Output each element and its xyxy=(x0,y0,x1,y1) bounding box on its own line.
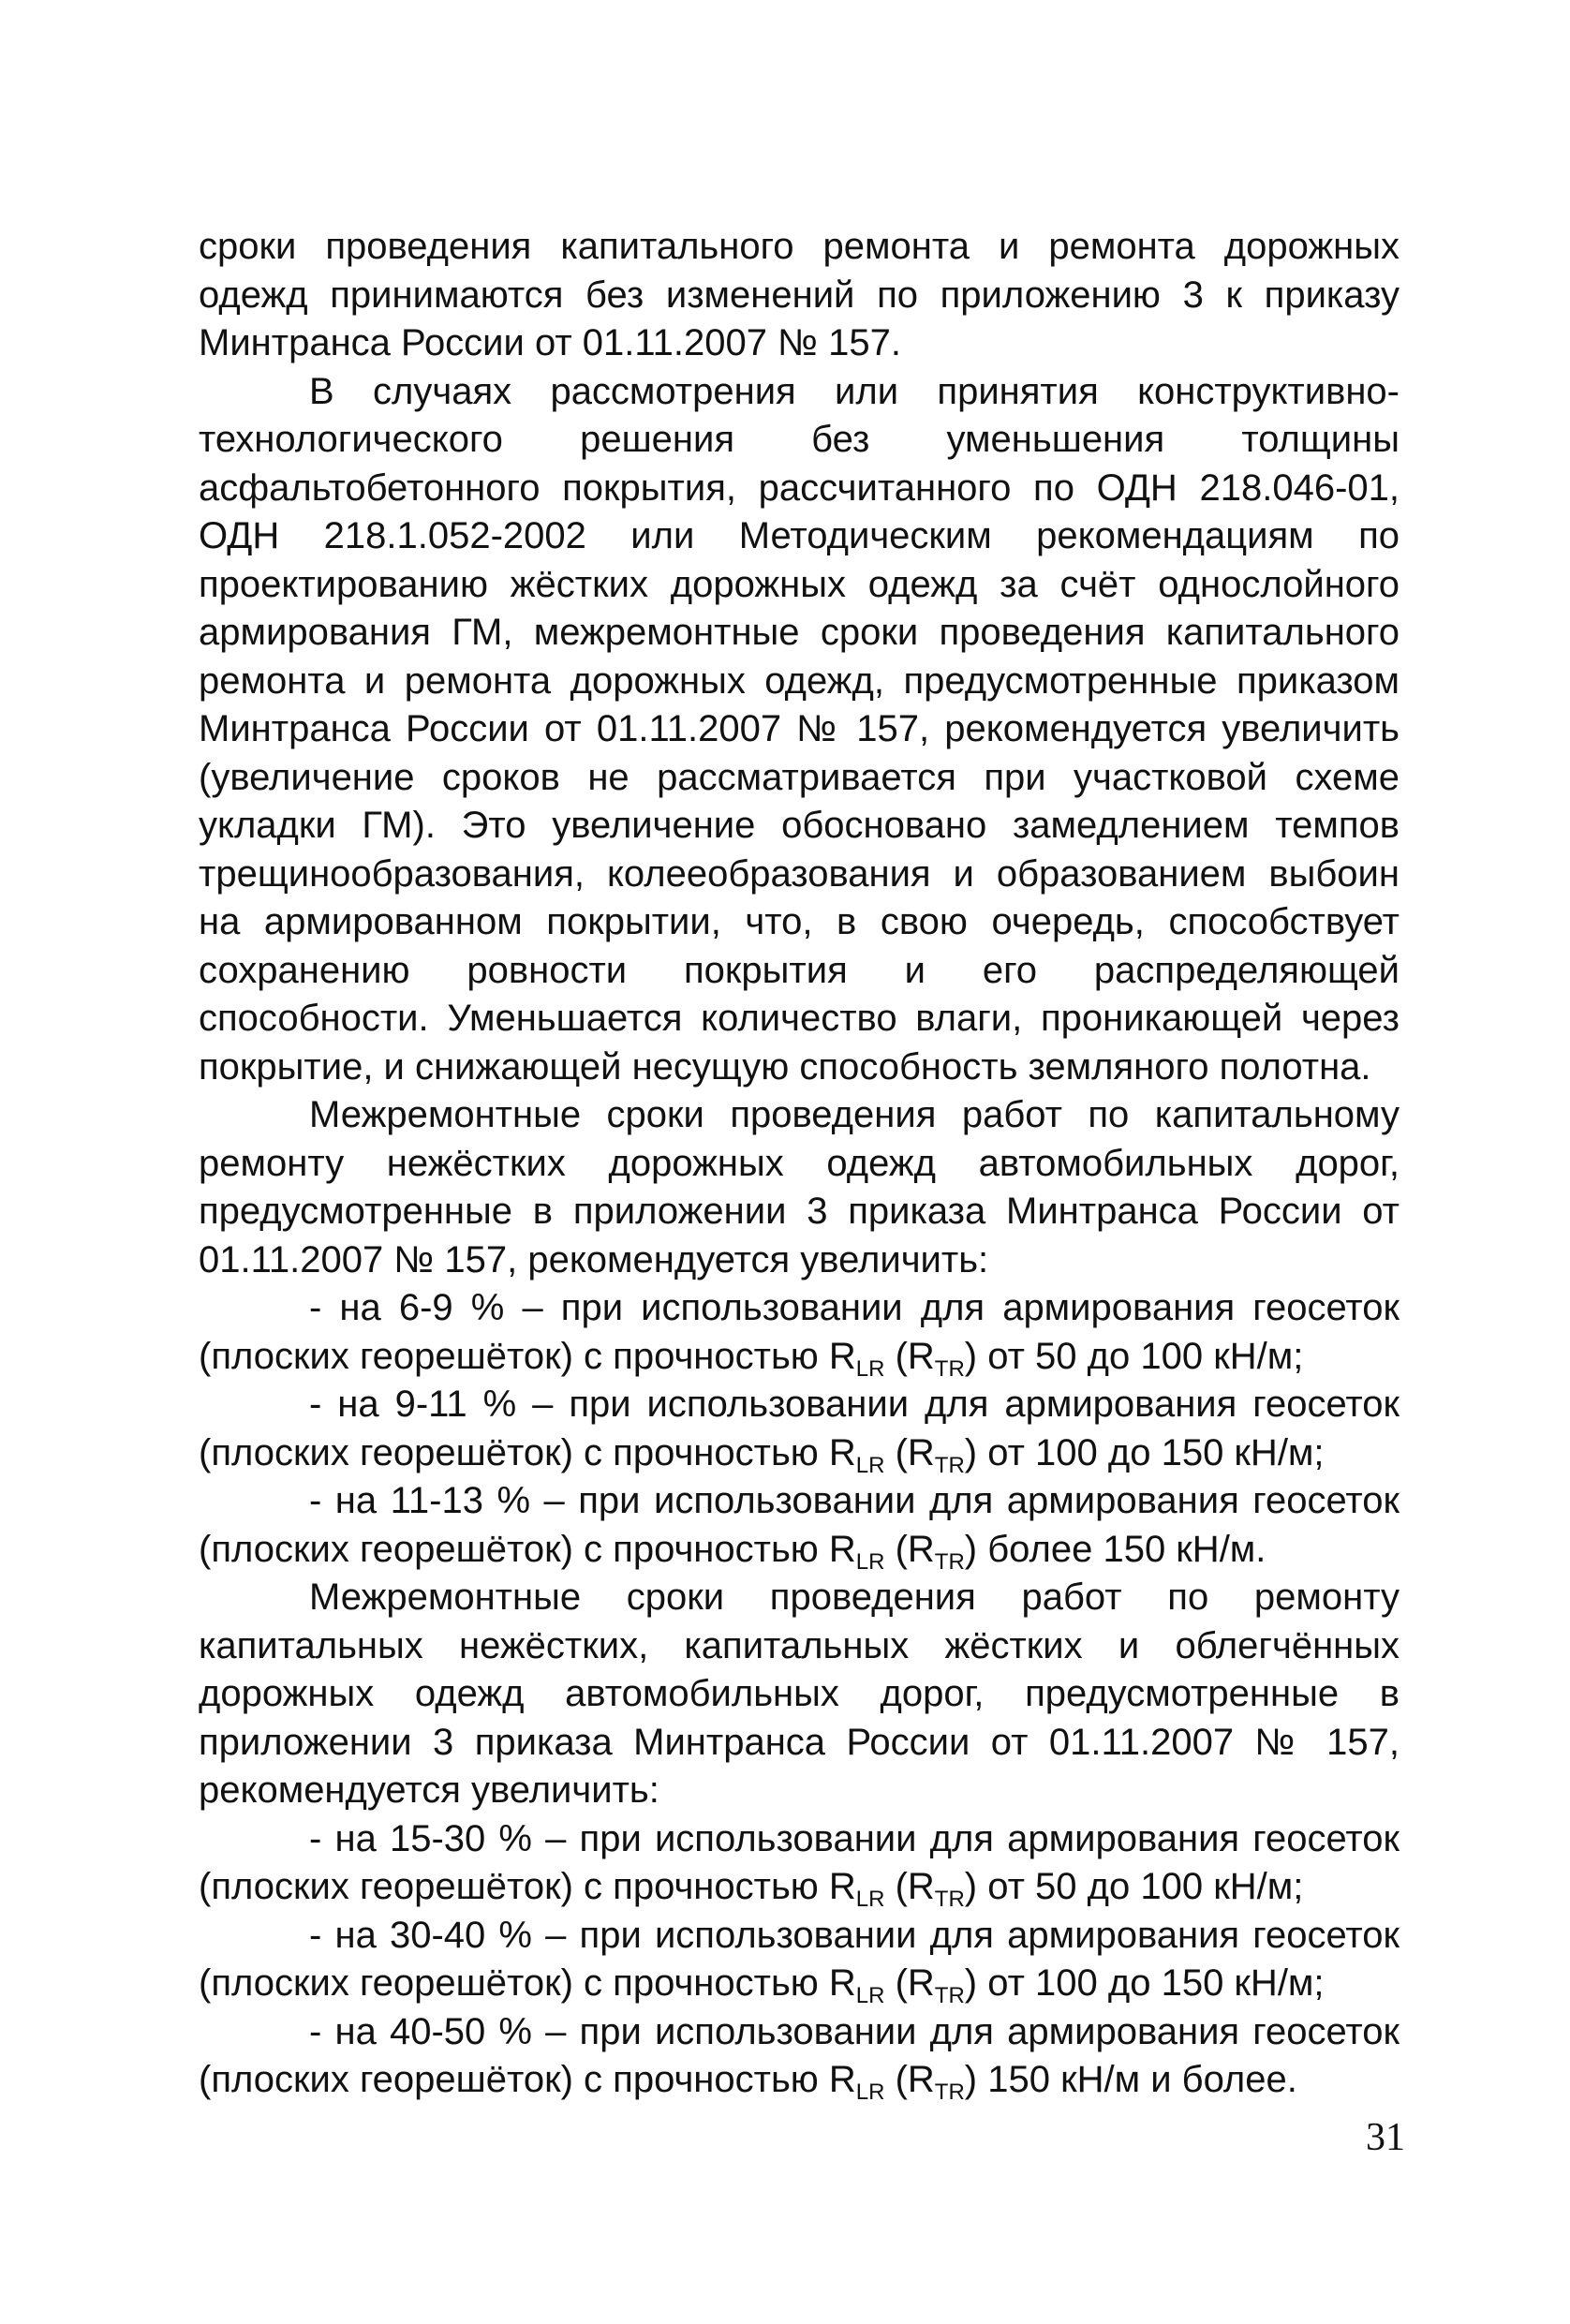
subscript-lr: LR xyxy=(855,1355,885,1382)
subscript-lr: LR xyxy=(855,1548,885,1575)
list-item-mid: (R xyxy=(884,2059,935,2100)
paragraph-1: сроки проведения капитального ремонта и ремонта дорожных одежд принимаются без изменений по приложению 3 к приказу Минтранса России от 01.11.2007 № 157. xyxy=(199,226,1400,363)
subscript-tr: TR xyxy=(934,1548,965,1575)
subscript-lr: LR xyxy=(855,2080,885,2105)
subscript-lr: LR xyxy=(855,1983,885,2008)
subscript-tr: TR xyxy=(934,1887,965,1912)
subscript-tr: TR xyxy=(934,1452,965,1478)
list-item-lead: - на 30-40 % – при использовании для армирования геосеток (плоских георешёток) с прочностью R xyxy=(199,1914,1400,2004)
list-item-tail: ) от 100 до 150 кН/м; xyxy=(964,1962,1325,2004)
paragraph-3: Межремонтные сроки проведения работ по капитальному ремонту нежёстких дорожных одежд автомобильных дорог, предусмотренные в приложении 3 приказа Минтранса России от 01.11.2007 № 157, рекомендуется увеличить: xyxy=(199,1094,1400,1280)
list-item-lead: - на 11-13 % – при использовании для армирования геосеток (плоских георешёток) с прочностью R xyxy=(199,1480,1400,1570)
list-item xyxy=(199,2008,1400,2105)
body-text xyxy=(199,223,1400,2105)
list-item-mid: (R xyxy=(884,1962,935,2004)
paragraph-2: В случаях рассмотрения или принятия конструктивно-технологического решения без уменьшения толщины асфальтобетонного покрытия, рассчитанного по ОДН 218.046-01, ОДН 218.1.052-2002 или Методическим рекомендациям по проектированию жёстких дорожных одежд за счёт однослойного армирования ГМ, межремонтные сроки проведения капитального ремонта и ремонта дорожных одежд, предусмотренные приказом Минтранса России от 01.11.2007 № 157, рекомендуется увеличить (увеличение сроков не рассматривается при участковой схеме укладки ГМ). Это увеличение обосновано замедлением темпов трещинообразования, колееобразования и образованием выбоин на армированном покрытии, что, в свою очередь, способствует сохранению ровности покрытия и его распределяющей способности. Уменьшается количество влаги, проникающей через покрытие, и снижающей несущую способность земляного полотна. xyxy=(199,370,1400,1088)
page-number: 31 xyxy=(1366,2116,1405,2159)
list-item-tail: ) 150 кН/м и более. xyxy=(964,2059,1297,2100)
list-item-mid: (R xyxy=(884,1866,935,1907)
subscript-tr: TR xyxy=(934,1355,965,1382)
list-item-lead: - на 15-30 % – при использовании для армирования геосеток (плоских георешёток) с прочностью R xyxy=(199,1817,1400,1907)
list-item-tail: ) от 100 до 150 кН/м; xyxy=(964,1431,1325,1473)
list-item-lead: - на 6-9 % – при использовании для армирования геосеток (плоских георешёток) с прочностью R xyxy=(199,1287,1400,1377)
subscript-tr: TR xyxy=(934,2080,965,2105)
subscript-lr: LR xyxy=(855,1887,885,1912)
list-item xyxy=(199,1912,1400,2008)
list-item-tail: ) от 50 до 100 кН/м; xyxy=(964,1335,1304,1377)
list-item-mid: (R xyxy=(884,1431,935,1473)
list-item-tail: ) более 150 кН/м. xyxy=(964,1528,1266,1570)
list-item-mid: (R xyxy=(884,1335,935,1377)
list-item-lead: - на 40-50 % – при использовании для армирования геосеток (плоских георешёток) с прочностью R xyxy=(199,2010,1400,2100)
paragraph-4: Межремонтные сроки проведения работ по ремонту капитальных нежёстких, капитальных жёстких и облегчённых дорожных одежд автомобильных дорог, предусмотренные в приложении 3 приказа Минтранса России от 01.11.2007 № 157, рекомендуется увеличить: xyxy=(199,1576,1400,1811)
list-item-tail: ) от 50 до 100 кН/м; xyxy=(964,1866,1304,1907)
subscript-lr: LR xyxy=(855,1452,885,1478)
subscript-tr: TR xyxy=(934,1983,965,2008)
list-item-mid: (R xyxy=(884,1528,935,1570)
list-item-lead: - на 9-11 % – при использовании для армирования геосеток (плоских георешёток) с прочностью R xyxy=(199,1384,1400,1473)
list-item xyxy=(199,1477,1400,1574)
list-item xyxy=(199,1381,1400,1477)
list-item xyxy=(199,1815,1400,1912)
list-item xyxy=(199,1284,1400,1381)
